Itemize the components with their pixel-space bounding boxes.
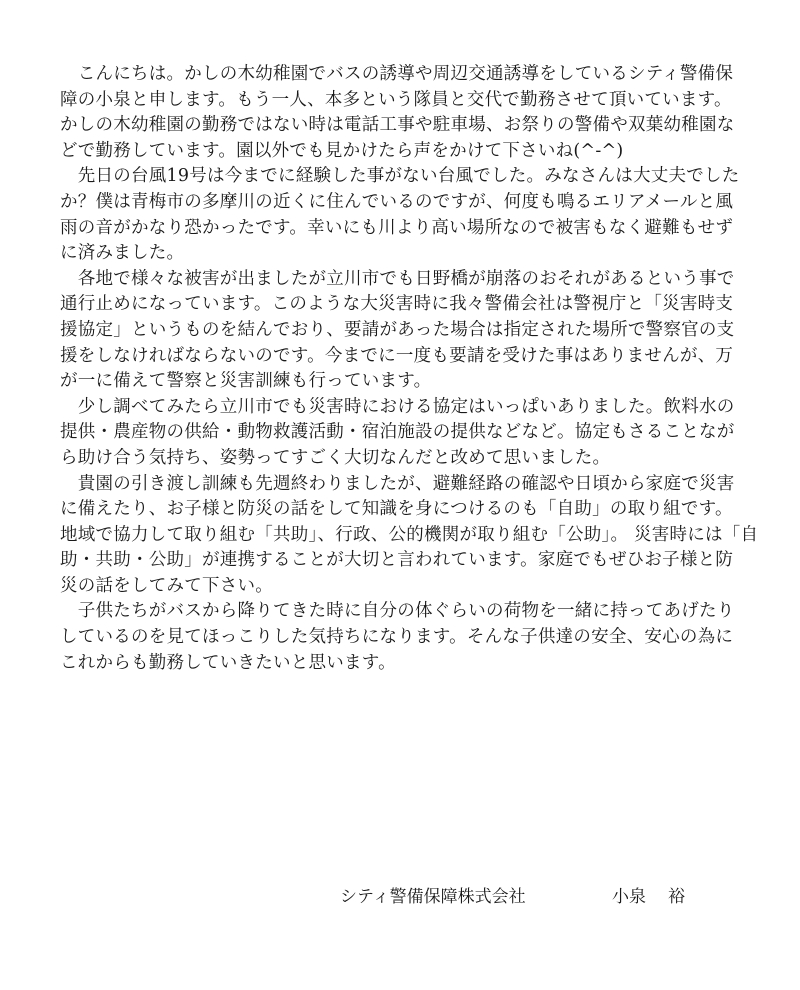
signature-given-name: 裕	[668, 887, 685, 907]
text-line: 少し調べてみたら立川市でも災害時における協定はいっぱいありました。飲料水の	[60, 396, 735, 417]
text-line: どで勤務しています。園以外でも見かけたら声をかけて下さいね(^-^)	[60, 140, 624, 161]
letter-body	[60, 62, 780, 676]
signature-surname: 小泉	[612, 887, 646, 907]
text-line: に済みました。	[60, 243, 185, 264]
paragraph-disaster-agreement	[60, 267, 780, 395]
text-line: かしの木幼稚園の勤務ではない時は電話工事や駐車場、お祭りの警備や双葉幼稚園な	[60, 115, 735, 136]
text-line: しているのを見てほっこりした気持ちになります。そんな子供達の安全、安心の為に	[60, 627, 734, 648]
signature-author	[612, 882, 685, 907]
text-line: 貴園の引き渡し訓練も先週終わりましたが、避難経路の確認や日頃から家庭で災害	[60, 473, 735, 494]
paragraph-city-agreements	[60, 395, 780, 472]
text-line: 援協定」というものを結んでおり、要請があった場合は指定された場所で警察官の支	[60, 319, 735, 340]
paragraph-typhoon	[60, 164, 780, 266]
paragraph-greeting	[60, 62, 780, 164]
text-line: 障の小泉と申します。もう一人、本多という隊員と交代で勤務させて頂いています。	[60, 89, 732, 110]
text-line: 雨の音がかなり恐かったです。幸いにも川より高い場所なので被害もなく避難もせず	[60, 217, 734, 238]
text-line: 災の話をしてみて下さい。	[60, 575, 273, 596]
text-line: 援をしなければならないのです。今までに一度も要請を受けた事はありませんが、万	[60, 345, 734, 366]
signature-company: シティ警備保障株式会社	[340, 887, 526, 907]
text-line: 提供・農産物の供給・動物救護活動・宿泊施設の提供などなど。協定もさることなが	[60, 422, 735, 443]
text-line: 子供たちがバスから降りてきた時に自分の体ぐらいの荷物を一緒に持ってあげたり	[60, 601, 735, 622]
text-line: これからも勤務していきたいと思います。	[60, 652, 396, 673]
text-line: 各地で様々な被害が出ましたが立川市でも日野橋が崩落のおそれがあるという事で	[60, 268, 735, 289]
text-line: 先日の台風19号は今までに経験した事がない台風でした。みなさんは大丈夫でした	[60, 166, 740, 187]
text-line: 地域で協力して取り組む「共助」、行政、公的機関が取り組む「公助」。 災害時には「自	[60, 524, 759, 545]
text-line: か？僕は青梅市の多摩川の近くに住んでいるのですが、何度も鳴るエリアメールと風	[60, 191, 734, 212]
paragraph-self-help	[60, 472, 780, 600]
paragraph-closing	[60, 599, 780, 676]
text-line: ら助け合う気持ち、姿勢ってすごく大切なんだと改めて思いました。	[60, 447, 611, 468]
text-line: が一に備えて警察と災害訓練も行っています。	[60, 371, 432, 392]
text-line: こんにちは。かしの木幼稚園でバスの誘導や周辺交通誘導をしているシティ警備保	[60, 64, 734, 84]
text-line: に備えたり、お子様と防災の話をして知識を身につけるのも「自助」の取り組です。	[60, 499, 733, 520]
text-line: 助・共助・公助」が連携することが大切と言われています。家庭でもぜひお子様と防	[60, 550, 734, 571]
text-line: 通行止めになっています。このような大災害時に我々警備会社は警視庁と「災害時支	[60, 294, 734, 315]
